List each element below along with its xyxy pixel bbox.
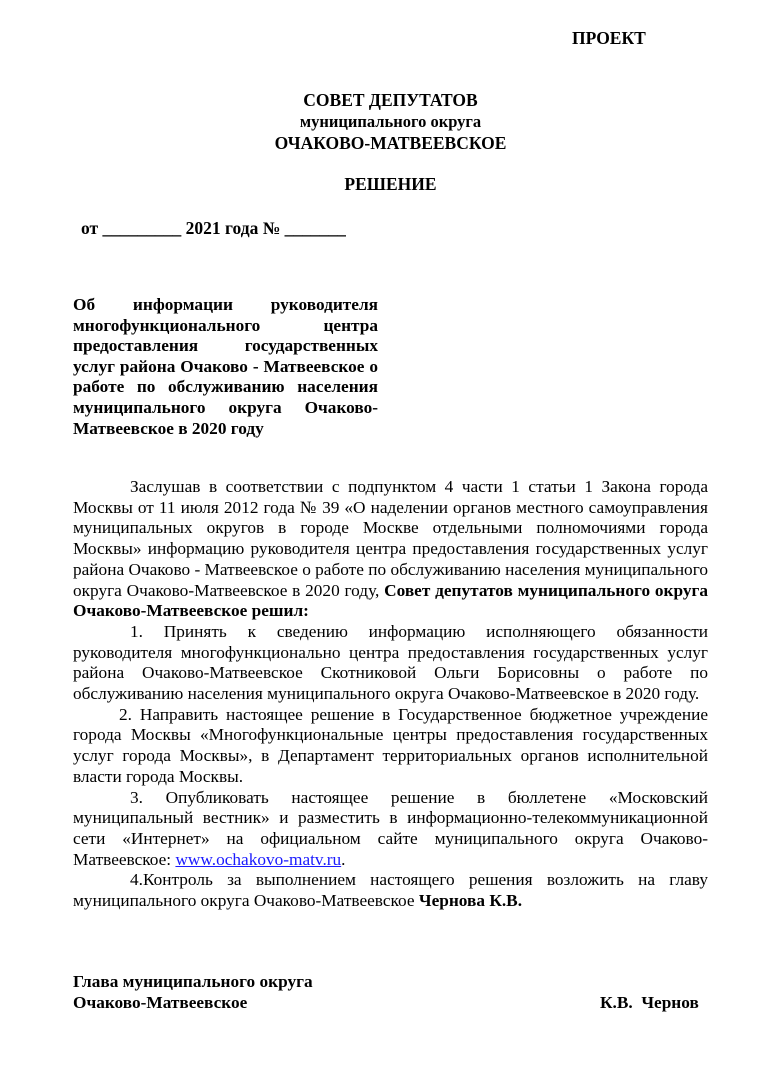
item-4-text: 4.Контроль за выполнением настоящего решения возложить на главу муниципального округа Очаково-Матвеевское (73, 870, 708, 911)
item-2: 2. Направить настоящее решение в Государственное бюджетное учреждение города Москвы «Многофункциональные центры предоставления государственных услуг города Москвы», в Департамент территориальных органов исполнительной власти города Москвы. (73, 704, 708, 786)
date-number-line: от _________ 2021 года № _______ (81, 218, 346, 238)
signature-title-line2: Очаково-Матвеевское (73, 993, 248, 1012)
item-3-text: 3. Опубликовать настоящее решение в бюллетене «Московский муниципальный вестник» и разместить в информационно-телекоммуникационной сети «Интернет» на официальном сайте муниципального округа Очаково-Матвеевское: (73, 787, 708, 869)
item-4-responsible: Чернова К.В. (418, 891, 523, 911)
municipal-subtitle: муниципального округа (299, 112, 482, 131)
council-title: СОВЕТ ДЕПУТАТОВ (303, 90, 478, 110)
signature-name: К.В. Чернов (600, 993, 699, 1012)
district-name: ОЧАКОВО-МАТВЕЕВСКОЕ (274, 133, 507, 153)
preamble-text: Заслушав в соответствии с подпунктом 4 части 1 статьи 1 Закона города Москвы от 11 июля 2012 года № 39 «О наделении органов местного самоуправления муниципальных округов в городе Москве отдельными полномочиями города Москвы» информацию руководителя центра предоставления государственных услуг района Очаково - Матвеевское о работе по обслуживанию населения муниципального округа Очаково-Матвеевское в 2020 году, (73, 477, 708, 600)
decision-subject: Об информации руководителя многофункционального центра предоставления государственных услуг района Очаково - Матвеевское о работе по обслуживанию населения муниципального округа Очаково-Матвеевское в 2020 году (73, 295, 378, 438)
preamble-resolution: Совет депутатов муниципального округа Очаково-Матвеевское решил: (73, 580, 708, 621)
decision-body (73, 477, 708, 912)
item-3-end: . (341, 849, 346, 869)
project-stamp: ПРОЕКТ (572, 28, 646, 48)
item-1: 1. Принять к сведению информацию исполняющего обязанности руководителя многофункционально центра предоставления государственных услуг района Очаково-Матвеевское Скотниковой Ольги Борисовны о работе по обслуживанию населения муниципального округа Очаково-Матвеевское в 2020 году. (73, 621, 708, 704)
website-link[interactable]: www.ochakovo-matv.ru (175, 849, 342, 869)
item-4 (73, 870, 708, 911)
item-3 (73, 788, 708, 871)
decision-title: РЕШЕНИЕ (344, 174, 437, 194)
preamble-paragraph (73, 477, 708, 622)
signature-title-line1: Глава муниципального округа (73, 972, 313, 991)
